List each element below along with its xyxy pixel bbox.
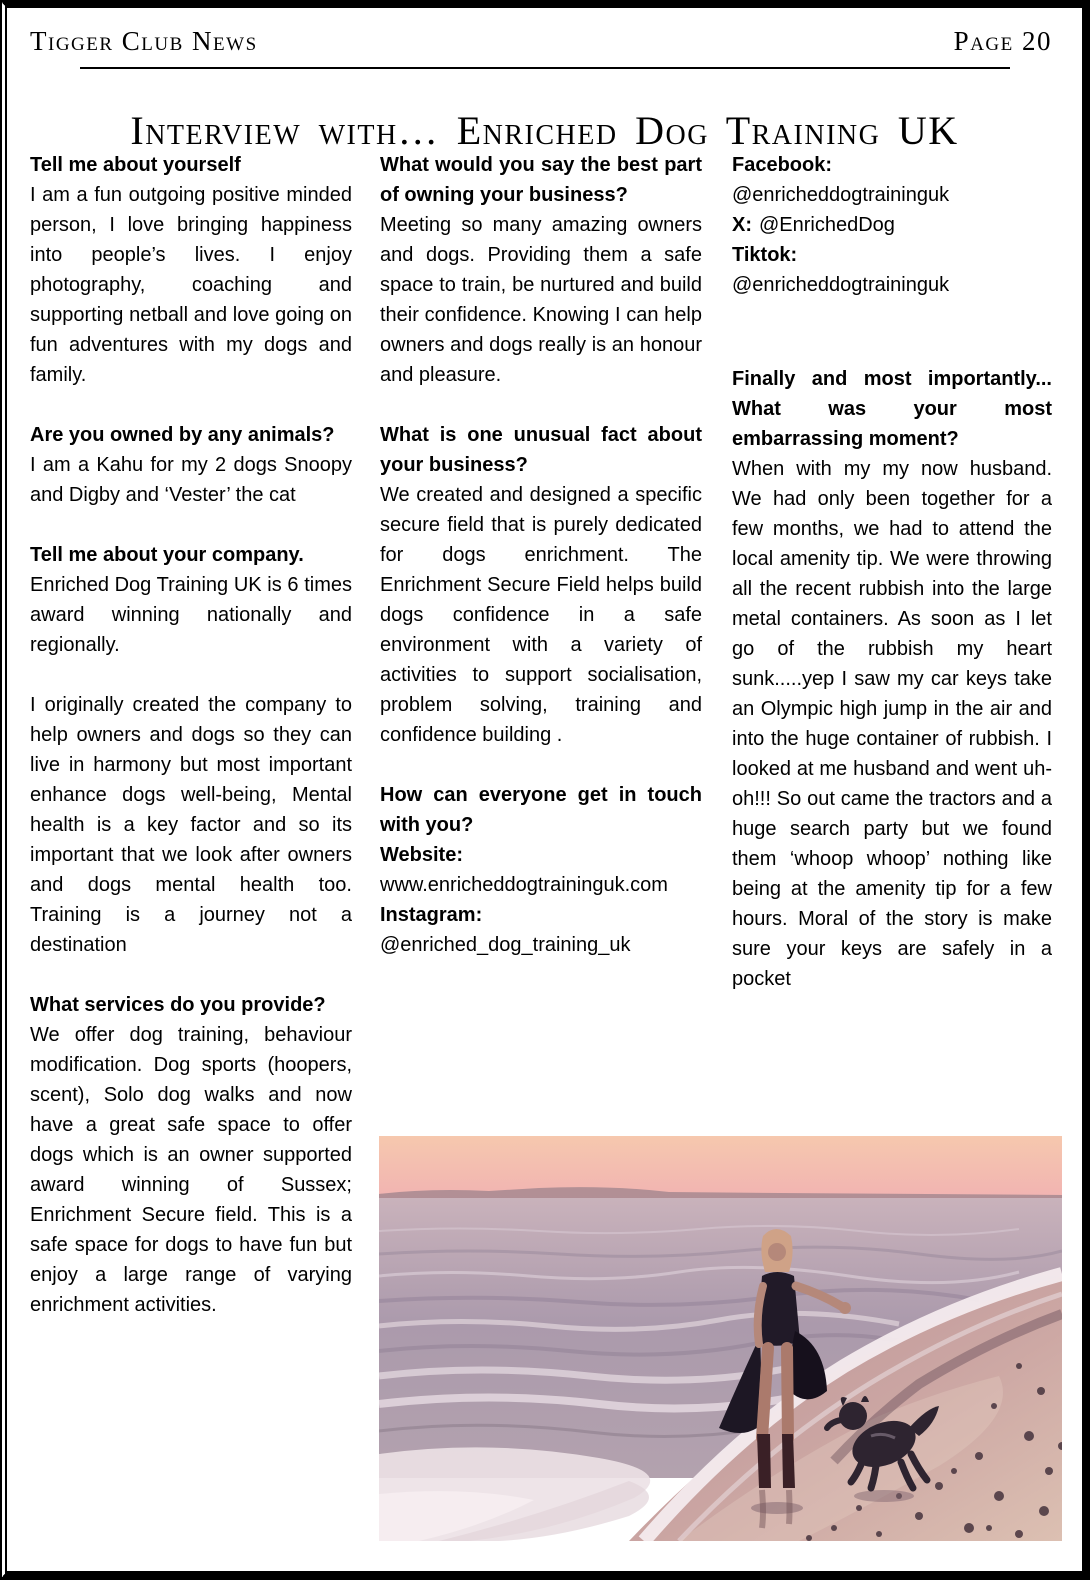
column-right bbox=[732, 150, 1052, 994]
question-heading: Tell me about your company. bbox=[30, 544, 304, 566]
answer-paragraph: I am a Kahu for my 2 dogs Snoopy and Digby and ‘Vester’ the cat bbox=[30, 454, 352, 506]
question-heading: Finally and most importantly... What was your most embarrassing moment? bbox=[732, 368, 1052, 450]
answer-paragraph: I am a fun outgoing positive minded person, I love bringing happiness into people’s lives. I enjoy photography, coaching and supporting netball and love going on fun adventures with my dogs and family. bbox=[30, 184, 352, 386]
answer-paragraph: I originally created the company to help owners and dogs so they can live in harmony but most important enhance dogs well-being, Mental health is a key factor and so its important that we look after owners and dogs mental health too. Training is a journey not a destination bbox=[30, 694, 352, 956]
answer-paragraph: Meeting so many amazing owners and dogs. Providing them a safe space to train, be nurtured and build their confidence. Knowing I can help owners and dogs really is an honour and pleasure. bbox=[380, 214, 702, 386]
facebook-label: Facebook: bbox=[732, 154, 833, 176]
column-left bbox=[30, 150, 352, 1320]
question-heading: What would you say the best part of owning your business? bbox=[380, 154, 702, 206]
masthead-divider bbox=[80, 67, 1010, 69]
column-middle bbox=[380, 150, 702, 960]
woman-leg bbox=[787, 1348, 788, 1438]
instagram-handle: @enriched_dog_training_uk bbox=[380, 934, 631, 956]
beach-photo bbox=[379, 1136, 1062, 1541]
tiktok-label: Tiktok: bbox=[732, 244, 798, 266]
x-handle-line bbox=[732, 210, 1052, 240]
answer-paragraph: We offer dog training, behaviour modification. Dog sports (hoopers, scent), Solo dog walks and now have a great safe space to offer dogs which is an owner supported award winning of Sussex; Enrichment Secure field. This is a safe space for dogs to have fun but enjoy a large range of varying enrichment activities. bbox=[30, 1024, 352, 1316]
instagram-label: Instagram: bbox=[380, 904, 483, 926]
answer-paragraph: When with my my now husband. We had only been together for a few months, we had to attend the local amenity tip. We were throwing all the recent rubbish into the large metal containers. As soon as I let go of the rubbish my heart sunk.....yep I saw my car keys take an Olympic high jump in the air and into the huge container of rubbish. I looked at me husband and went uh-oh!!! So out came the tractors and a huge search party but we found them ‘whoop whoop’ nothing like being at the amenity tip for a few hours. Moral of the story is make sure your keys are safely in a pocket bbox=[732, 458, 1052, 990]
question-heading: What services do you provide? bbox=[30, 994, 326, 1016]
page-number: Page 20 bbox=[953, 26, 1052, 56]
x-handle: @EnrichedDog bbox=[759, 214, 895, 236]
masthead bbox=[30, 26, 1052, 57]
question-heading: Are you owned by any animals? bbox=[30, 424, 335, 446]
question-heading: What is one unusual fact about your business? bbox=[380, 424, 702, 476]
question-heading: How can everyone get in touch with you? bbox=[380, 784, 702, 836]
article-title: Interview with… Enriched Dog Training UK bbox=[130, 107, 959, 153]
tiktok-handle: @enricheddogtraininguk bbox=[732, 274, 950, 296]
answer-paragraph: Enriched Dog Training UK is 6 times award winning nationally and regionally. bbox=[30, 574, 352, 656]
facebook-handle: @enricheddogtraininguk bbox=[732, 184, 950, 206]
website-url: www.enricheddogtraininguk.com bbox=[380, 874, 668, 896]
beach-photo-graphic bbox=[379, 1136, 1062, 1541]
x-label: X: bbox=[732, 214, 752, 236]
website-label: Website: bbox=[380, 844, 463, 866]
woman-leg bbox=[762, 1348, 768, 1438]
newsletter-title: Tigger Club News bbox=[30, 26, 258, 56]
woman-boot bbox=[782, 1434, 795, 1488]
question-heading: Tell me about yourself bbox=[30, 154, 241, 176]
woman-boot bbox=[757, 1434, 771, 1488]
answer-paragraph: We created and designed a specific secure field that is purely dedicated for dogs enrichment. The Enrichment Secure Field helps build dogs confidence in a safe environment with a variety of activities to support socialisation, problem solving, training and confidence building . bbox=[380, 484, 702, 746]
